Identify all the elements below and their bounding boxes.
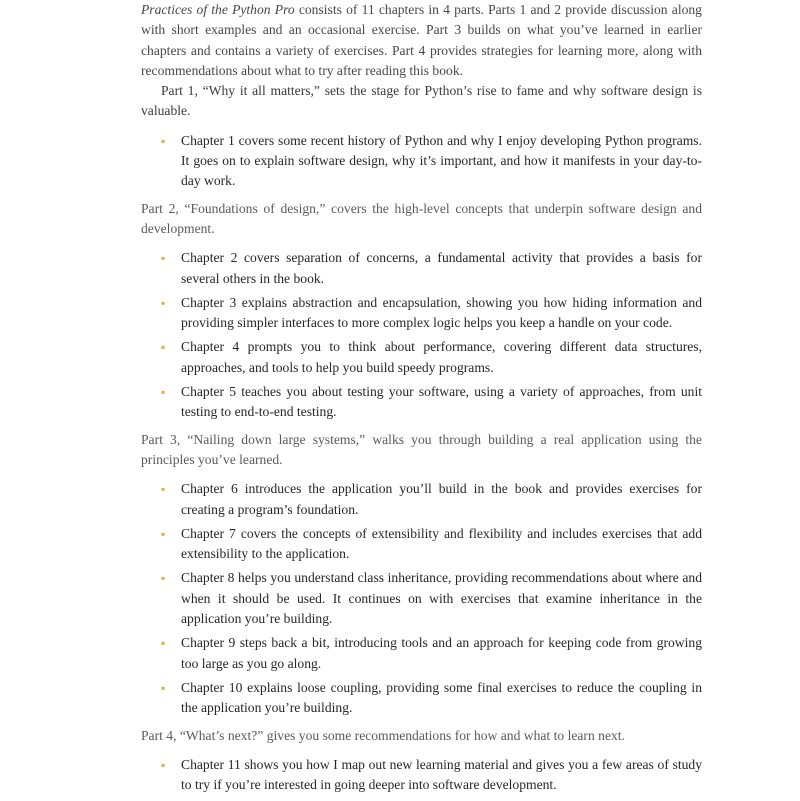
chapter-description: Chapter 10 explains loose coupling, providing some final exercises to reduce the coupling in the application you’re building. <box>181 679 702 716</box>
book-page <box>141 0 702 801</box>
bullet-icon: ▪ <box>161 133 166 148</box>
part-description: Part 3, “Nailing down large systems,” walks you through building a real application using the principles you’ve learned. <box>141 431 702 467</box>
intro-paragraph <box>141 0 702 81</box>
part-description: Part 4, “What’s next?” gives you some recommendations for how and what to learn next. <box>141 727 625 743</box>
book-title: Practices of the Python Pro <box>141 2 295 17</box>
bullet-icon: ▪ <box>161 482 166 497</box>
chapter-item <box>141 293 702 334</box>
bullet-icon: ▪ <box>161 340 166 355</box>
chapter-description: Chapter 1 covers some recent history of Python and why I enjoy developing Python programs. It goes on to explain software design, why it’s important, and how it manifests in your day-to-day work. <box>181 132 702 189</box>
part-description: Part 1, “Why it all matters,” sets the stage for Python’s rise to fame and why software design is valuable. <box>141 83 702 119</box>
chapter-description: Chapter 7 covers the concepts of extensibility and flexibility and includes exercises that add extensibility to the application. <box>181 525 702 562</box>
chapter-item <box>141 633 702 674</box>
chapter-list <box>141 131 702 192</box>
chapter-item <box>141 568 702 629</box>
intro-text: consists of 11 chapters in 4 parts. Parts 1 and 2 provide discussion along with short examples and an occasional exercise. Part 3 builds on what you’ve learned in earlier chapters and contains a variety of exercises. Part 4 provides strategies for learning more, along with recommendations about what to try after reading this book. <box>141 2 702 78</box>
chapter-list <box>141 479 702 718</box>
chapter-item <box>141 337 702 378</box>
chapter-item <box>141 248 702 289</box>
bullet-icon: ▪ <box>161 571 166 586</box>
chapter-item <box>141 678 702 719</box>
bullet-icon: ▪ <box>161 295 166 310</box>
chapter-description: Chapter 11 shows you how I map out new learning material and gives you a few areas of study to try if you’re interested in going deeper into software development. <box>181 756 702 793</box>
chapter-description: Chapter 3 explains abstraction and encapsulation, showing you how hiding information and providing simpler interfaces to more complex logic helps you keep a handle on your code. <box>181 294 702 331</box>
bullet-icon: ▪ <box>161 680 166 695</box>
bullet-icon: ▪ <box>161 636 166 651</box>
chapter-description: Chapter 9 steps back a bit, introducing tools and an approach for keeping code from growing too large as you go along. <box>181 635 702 671</box>
bullet-icon: ▪ <box>161 526 166 541</box>
chapter-item <box>141 382 702 423</box>
bullet-icon: ▪ <box>161 251 166 266</box>
chapter-item <box>141 479 702 520</box>
bullet-icon: ▪ <box>161 385 166 400</box>
chapter-list <box>141 755 702 796</box>
chapter-item <box>141 755 702 796</box>
chapter-description: Chapter 2 covers separation of concerns, a fundamental activity that provides a basis for several others in the book. <box>181 250 702 286</box>
parts-container <box>141 81 702 795</box>
chapter-item <box>141 131 702 192</box>
chapter-description: Chapter 8 helps you understand class inheritance, providing recommendations about where and when it should be used. It continues on with exercises that examine inheritance in the application you’re building. <box>181 570 702 627</box>
chapter-description: Chapter 4 prompts you to think about performance, covering different data structures, approaches, and tools to help you build speedy programs. <box>181 339 702 375</box>
chapter-description: Chapter 6 introduces the application you’ll build in the book and provides exercises for creating a program’s foundation. <box>181 481 702 517</box>
part-description: Part 2, “Foundations of design,” covers the high-level concepts that underpin software design and development. <box>141 200 702 236</box>
chapter-list <box>141 248 702 422</box>
chapter-description: Chapter 5 teaches you about testing your software, using a variety of approaches, from unit testing to end-to-end testing. <box>181 384 702 420</box>
bullet-icon: ▪ <box>161 757 166 772</box>
chapter-item <box>141 524 702 565</box>
